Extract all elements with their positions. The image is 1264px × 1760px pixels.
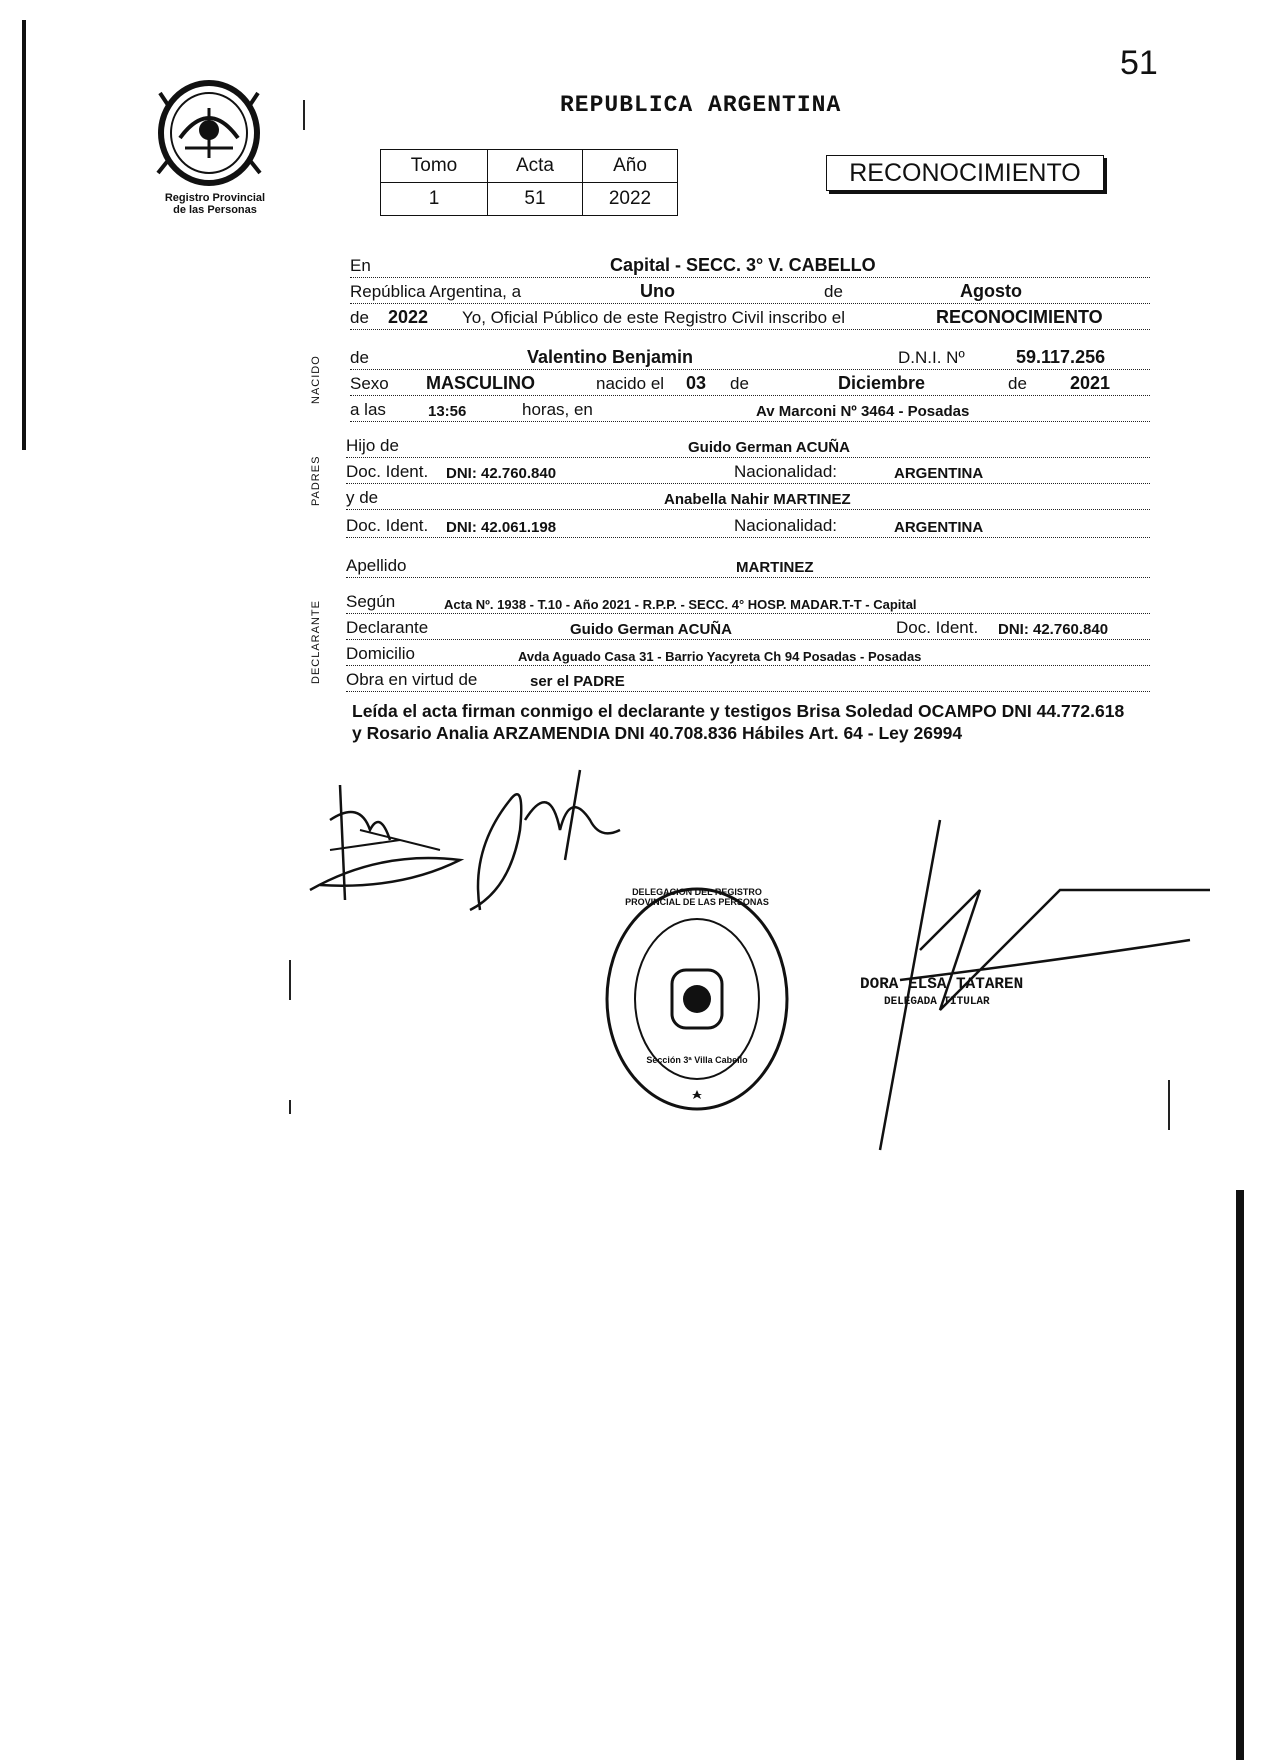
official-title: DELEGADA TITULAR (884, 996, 990, 1008)
label-y-de: y de (346, 488, 379, 507)
value-nac-anio: 2021 (1070, 373, 1111, 393)
stamp-ring-text: DELEGACION DEL REGISTRO PROVINCIAL DE LAS PERSONAS (625, 887, 769, 907)
label-segun: Según (346, 592, 396, 611)
value-lugar-nacimiento: Av Marconi Nº 3464 - Posadas (756, 403, 970, 420)
value-anio: 2022 (583, 183, 678, 216)
label-doc-ident: Doc. Ident. (346, 516, 429, 535)
label-declarante: Declarante (346, 618, 429, 637)
registry-seal-stamp (602, 885, 792, 1113)
country-title: REPUBLICA ARGENTINA (560, 92, 842, 118)
value-hora: 13:56 (428, 403, 467, 420)
row-declarante (346, 614, 1150, 640)
value-domicilio: Avda Aguado Casa 31 - Barrio Yacyreta Ch 94 Posadas - Posadas (518, 649, 922, 664)
label-yo-oficial: Yo, Oficial Público de este Registro Civil inscribo el (462, 308, 845, 327)
page-number: 51 (1120, 44, 1158, 82)
value-acta: 51 (488, 183, 583, 216)
section-label-declarante: DECLARANTE (310, 600, 322, 684)
row-apellido (346, 552, 1150, 578)
row-republica (350, 278, 1150, 304)
value-dia: Uno (640, 281, 675, 301)
scan-mark (289, 1100, 291, 1114)
section-label-padres: PADRES (310, 455, 322, 506)
label-domicilio: Domicilio (346, 644, 415, 663)
label-republica: República Argentina, a (350, 282, 522, 301)
row-anio (350, 304, 1150, 330)
value-mes: Agosto (960, 281, 1022, 301)
stamp-inner-text: Sección 3ª Villa Cabello (646, 1055, 748, 1065)
value-segun: Acta Nº. 1938 - T.10 - Año 2021 - R.P.P. - SECC. 4° HOSP. MADAR.T-T - Capital (444, 597, 917, 612)
header-acta: Acta (488, 150, 583, 183)
page-binding-edge (22, 20, 26, 450)
row-nombre (350, 344, 1150, 370)
row-doc-madre (346, 512, 1150, 538)
value-doc-padre: DNI: 42.760.840 (446, 465, 557, 482)
scan-mark (289, 960, 291, 1000)
official-name: DORA ELSA TATAREN (860, 975, 1024, 993)
section-label-nacido: NACIDO (310, 355, 322, 404)
row-sexo (350, 370, 1150, 396)
label-hijo-de: Hijo de (346, 436, 399, 455)
value-nac-dia: 03 (686, 373, 707, 393)
record-type-box: RECONOCIMIENTO (826, 155, 1104, 191)
scan-mark (1168, 1080, 1170, 1130)
record-table (380, 149, 678, 216)
value-doc-madre: DNI: 42.061.198 (446, 519, 557, 536)
value-declarante: Guido German ACUÑA (570, 621, 732, 638)
scan-mark (303, 100, 305, 130)
value-nombre: Valentino Benjamin (527, 347, 694, 367)
label-nacionalidad: Nacionalidad: (734, 516, 838, 535)
row-domicilio (346, 640, 1150, 666)
row-obra (346, 666, 1150, 692)
label-doc-ident: Doc. Ident. (346, 462, 429, 481)
label-de: de (1008, 374, 1027, 393)
value-madre: Anabella Nahir MARTINEZ (664, 491, 851, 508)
value-sexo: MASCULINO (426, 373, 535, 393)
value-lugar-registro: Capital - SECC. 3° V. CABELLO (610, 255, 876, 275)
label-sexo: Sexo (350, 374, 389, 393)
label-de: de (730, 374, 749, 393)
registry-caption: Registro Provincial de las Personas (164, 192, 266, 216)
value-nac-mes: Diciembre (838, 373, 926, 393)
header-tomo: Tomo (381, 150, 488, 183)
value-apellido: MARTINEZ (736, 559, 814, 576)
row-hijo-de (346, 432, 1150, 458)
value-dni: 59.117.256 (1016, 347, 1106, 367)
label-apellido: Apellido (346, 556, 407, 575)
label-horas-en: horas, en (522, 400, 593, 419)
header-anio: Año (583, 150, 678, 183)
value-anio: 2022 (388, 307, 429, 327)
legal-text: Leída el acta firman conmigo el declarante y testigos Brisa Soledad OCAMPO DNI 44.772.618 y Rosario Analia ARZAMENDIA DNI 40.708.836 Hábiles Art. 64 - Ley 26994 (352, 701, 1125, 743)
label-de: de (350, 348, 369, 367)
row-en (350, 252, 1150, 278)
label-en: En (350, 256, 371, 275)
value-acto: RECONOCIMIENTO (936, 307, 1103, 327)
label-a-las: a las (350, 400, 386, 419)
row-doc-padre (346, 458, 1150, 484)
label-de: de (824, 282, 843, 301)
label-obra-en-virtud: Obra en virtud de (346, 670, 478, 689)
value-nacionalidad-padre: ARGENTINA (894, 465, 984, 482)
value-nacionalidad-madre: ARGENTINA (894, 519, 984, 536)
label-nacido-el: nacido el (596, 374, 665, 393)
value-padre: Guido German ACUÑA (688, 439, 850, 456)
row-hora (350, 396, 1150, 422)
value-doc-declarante: DNI: 42.760.840 (998, 621, 1109, 638)
value-tomo: 1 (381, 183, 488, 216)
label-dni: D.N.I. Nº (898, 348, 965, 367)
label-doc-ident: Doc. Ident. (896, 618, 979, 637)
label-de: de (350, 308, 369, 327)
label-nacionalidad: Nacionalidad: (734, 462, 838, 481)
row-y-de (346, 484, 1150, 510)
provincial-coat-of-arms-logo (150, 78, 268, 188)
page-binding-edge (1236, 1190, 1244, 1760)
row-segun (346, 588, 1150, 614)
value-obra: ser el PADRE (530, 673, 625, 690)
